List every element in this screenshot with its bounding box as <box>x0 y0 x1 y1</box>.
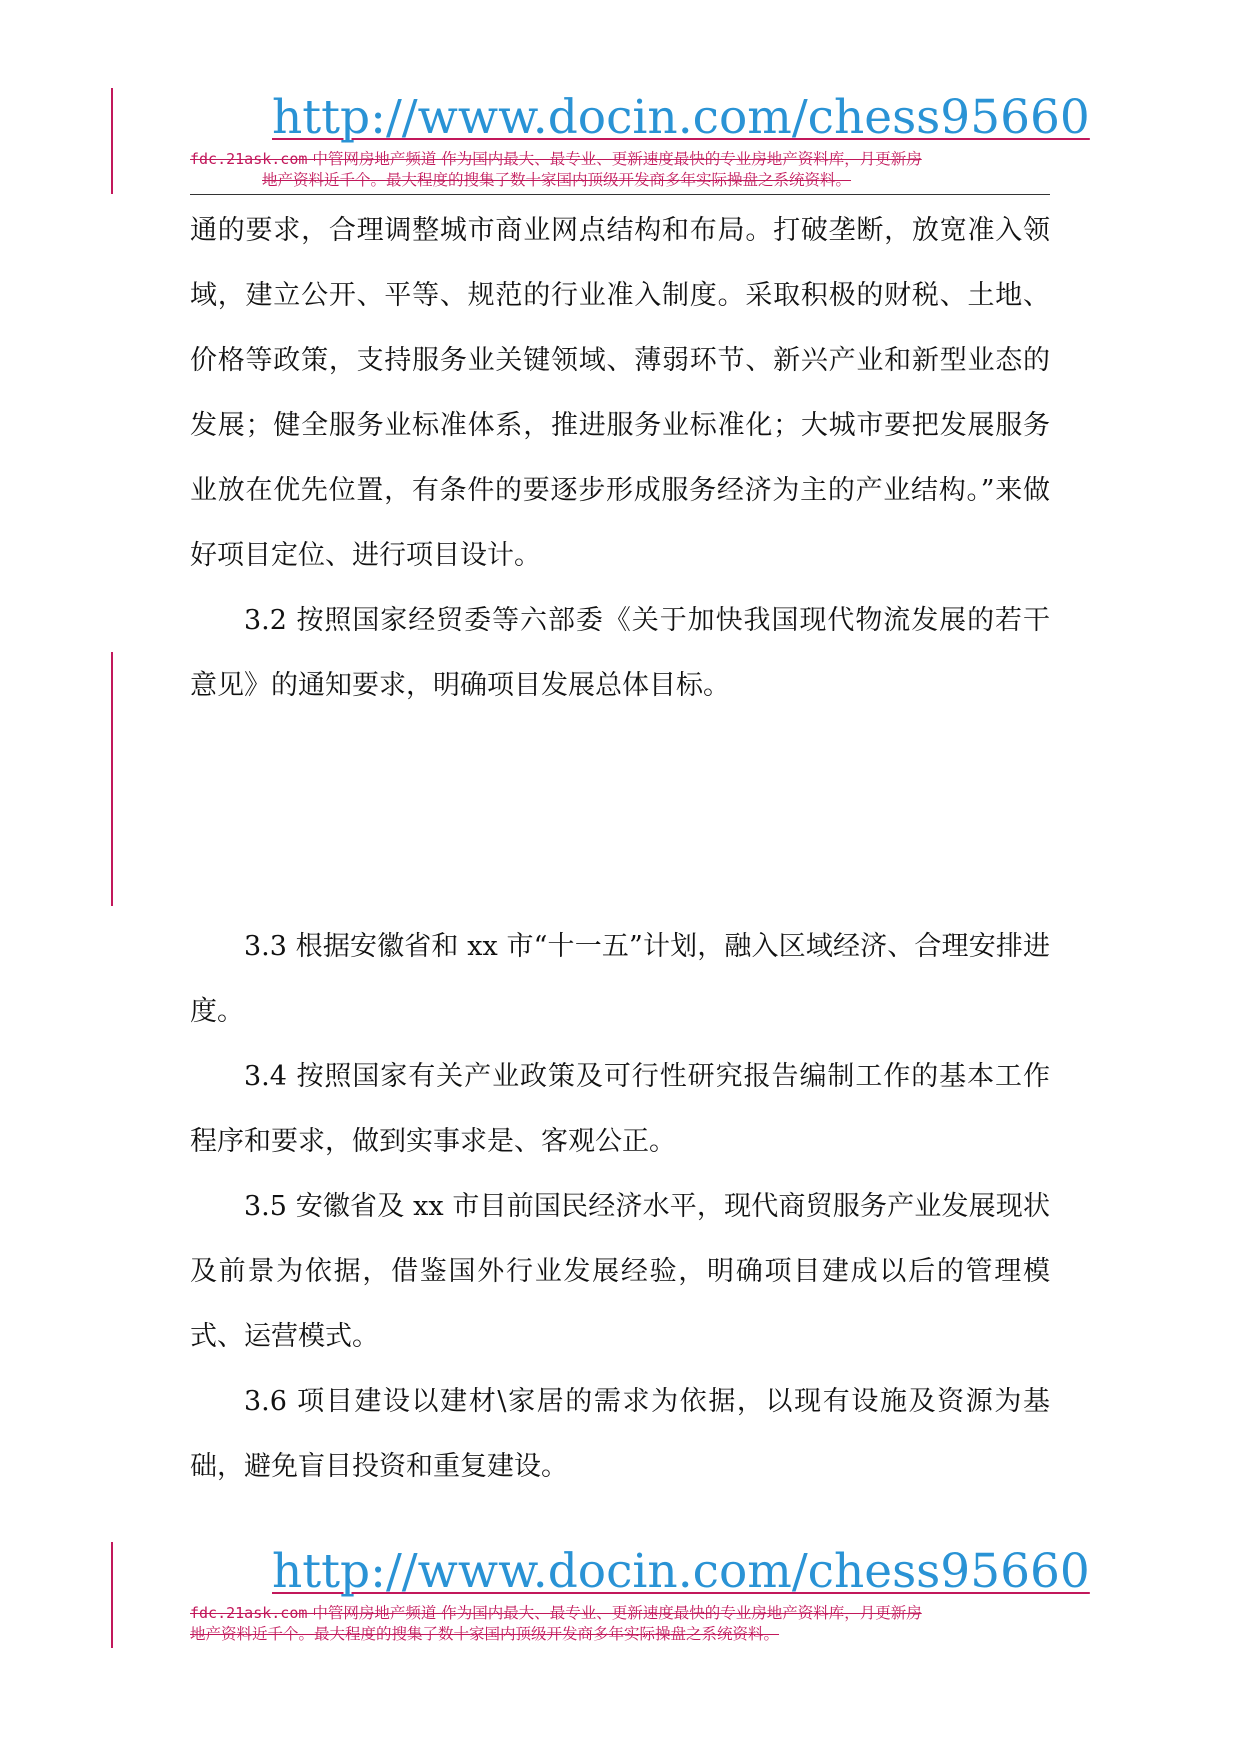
footer-note-text1: 中管网房地产频道 作为国内最大、最专业、更新速度最快的专业房地产资料库，月更新房 <box>307 1604 922 1622</box>
header-note-line2: 地产资料近千个。最大程度的搜集了数十家国内顶级开发商多年实际操盘之系统资料。 <box>262 171 852 189</box>
paragraph-3-6: 3.6 项目建设以建材\家居的需求为依据，以现有设施及资源为基础，避免盲目投资和重复建设。 <box>190 1386 1050 1482</box>
footer-source: fdc.21ask.com <box>190 1604 308 1622</box>
header-source: fdc.21ask.com <box>190 150 308 168</box>
header-rule <box>190 194 1050 195</box>
paragraph-3-3: 3.3 根据安徽省和 xx 市“十一五”计划，融入区域经济、合理安排进度。 <box>190 931 1050 1027</box>
paragraph-3-2: 3.2 按照国家经贸委等六部委《关于加快我国现代物流发展的若干意见》的通知要求，明确项目发展总体目标。 <box>190 605 1050 701</box>
header-watermark-url[interactable]: http://www.docin.com/chess95660 <box>272 90 1090 145</box>
paragraph-1: 通的要求，合理调整城市商业网点结构和布局。打破垄断，放宽准入领域，建立公开、平等、规范的行业准入制度。采取积极的财税、土地、价格等政策，支持服务业关键领域、薄弱环节、新兴产业和新型业态的发展；健全服务业标准体系，推进服务业标准化；大城市要把发展服务业放在优先位置，有条件的要逐步形成服务经济为主的产业结构。”来做好项目定位、进行项目设计。 <box>190 215 1050 571</box>
revision-bar-middle <box>111 652 113 906</box>
header-note-line1 <box>190 149 1090 170</box>
paragraph-3-4: 3.4 按照国家有关产业政策及可行性研究报告编制工作的基本工作程序和要求，做到实事求是、客观公正。 <box>190 1061 1050 1157</box>
paragraph-3-5: 3.5 安徽省及 xx 市目前国民经济水平，现代商贸服务产业发展现状及前景为依据，借鉴国外行业发展经验，明确项目建成以后的管理模式、运营模式。 <box>190 1191 1050 1352</box>
footer-note-line1 <box>190 1603 1090 1624</box>
footer-note-line2: 地产资料近千个。最大程度的搜集了数十家国内顶级开发商多年实际操盘之系统资料。 <box>190 1625 780 1643</box>
revision-bar-footer <box>111 1542 113 1648</box>
revision-bar-header <box>111 88 113 194</box>
footer-watermark-url[interactable]: http://www.docin.com/chess95660 <box>272 1544 1090 1599</box>
header-note-text1: 中管网房地产频道 作为国内最大、最专业、更新速度最快的专业房地产资料库，月更新房 <box>307 150 922 168</box>
